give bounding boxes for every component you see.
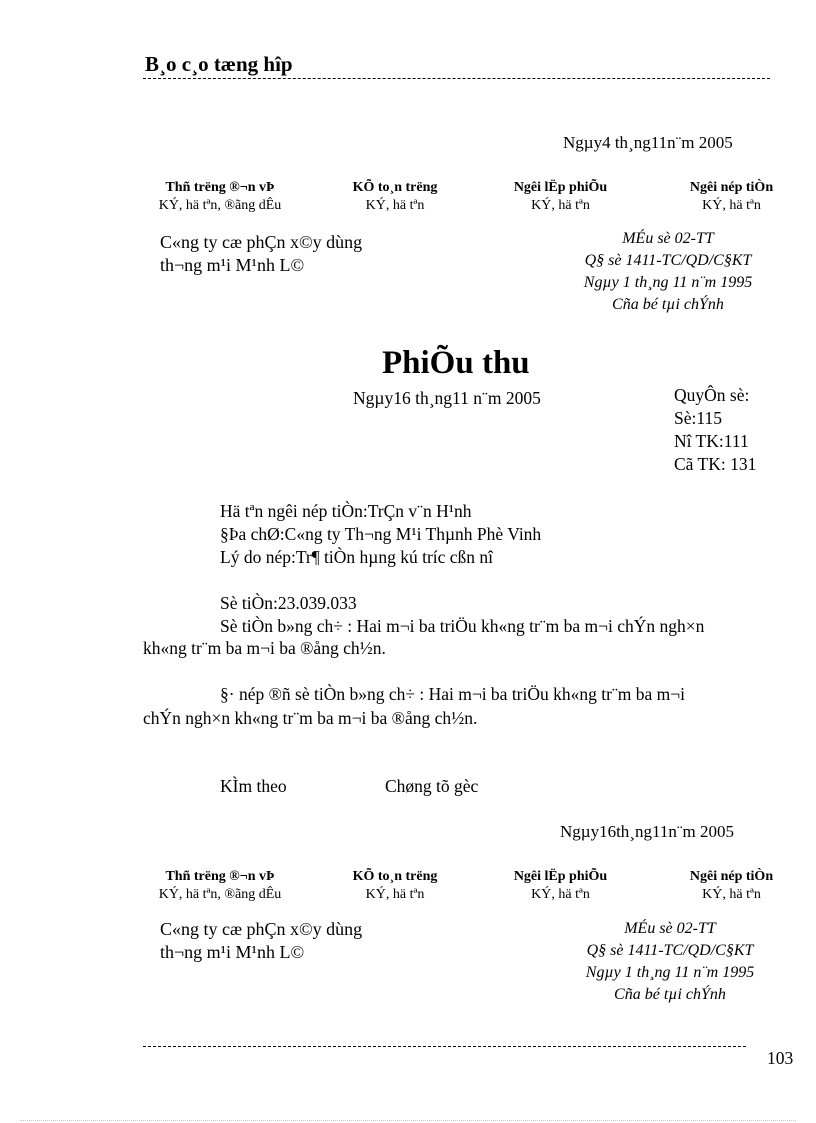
signature-note: KÝ, hä tªn [365, 887, 425, 902]
signature-role: Ngêi lËp phiÕu [513, 869, 608, 884]
form-ref-line-2: Q§ sè 1411-TC/QD/C§KT [584, 252, 752, 269]
company-line-2: th¬ng m¹i M¹nh L© [160, 255, 305, 275]
receipt-date: Ngµy16 th¸ng11 n¨m 2005 [353, 388, 541, 408]
payment-reason: Lý do nép:Tr¶ tiÒn hµng kú tríc cßn nî [220, 547, 494, 567]
company-line-2: th¬ng m¹i M¹nh L© [160, 942, 305, 962]
form-ref-line-1: MÉu sè 02-TT [624, 920, 716, 937]
signature-role: Ngêi nép tiÒn [689, 180, 774, 195]
payer-name: Hä tªn ngêi nép tiÒn:TrÇn v¨n H¹nh [220, 501, 472, 521]
receipt-number: Sè:115 [674, 408, 722, 428]
page-number: 103 [767, 1048, 794, 1068]
receipt-book-info [674, 384, 756, 476]
amount-words-line-1: Sè tiÒn b»ng ch÷ : Hai m¬i ba triÖu kh«ng tr¨m ba m¬i chÝn ngh×n [220, 616, 705, 636]
signature-note: KÝ, hä tªn [702, 887, 761, 902]
form-reference-top [556, 228, 780, 316]
debit-account: Nî TK:111 [674, 431, 749, 451]
signature-role: Thñ trëng ®¬n vÞ [165, 869, 275, 884]
page-edge-dotted-rule [20, 1120, 796, 1121]
form-ref-line-1: MÉu sè 02-TT [622, 230, 714, 247]
original-voucher-label: Chøng tõ gèc [385, 776, 479, 796]
signature-role: Thñ trëng ®¬n vÞ [165, 180, 275, 195]
form-reference-bottom [558, 918, 782, 1006]
form-ref-line-3: Ngµy 1 th¸ng 11 n¨m 1995 [583, 274, 753, 291]
received-line-1: §· nép ®ñ sè tiÒn b»ng ch÷ : Hai m¬i ba triÖu kh«ng tr¨m ba m¬i [220, 684, 685, 704]
signature-role: KÕ to¸n trëng [352, 869, 438, 884]
signature-head-of-unit [135, 869, 305, 903]
received-line-2: chÝn ngh×n kh«ng tr¨m ba m¬i ba ®ång ch½n. [143, 708, 478, 728]
credit-account: Cã TK: 131 [674, 454, 757, 474]
book-label: QuyÔn sè: [674, 385, 750, 405]
attached-label: KÌm theo [220, 776, 287, 796]
signature-role: KÕ to¸n trëng [352, 180, 438, 195]
signature-head-of-unit [135, 180, 305, 214]
company-name-bottom [160, 918, 362, 964]
company-name-top [160, 231, 362, 277]
signature-preparer [488, 869, 633, 903]
receipt-title: PhiÕu thu [382, 345, 530, 381]
signature-role: Ngêi lËp phiÕu [513, 180, 608, 195]
signature-note: KÝ, hä tªn, ®ãng dÊu [158, 887, 282, 902]
signature-payer [664, 869, 799, 903]
signature-chief-accountant [320, 180, 470, 214]
form-ref-line-4: Cña bé tµi chÝnh [614, 986, 726, 1003]
payer-address: §Þa chØ:C«ng ty Th¬ng M¹i Thµnh Phè Vinh [220, 524, 542, 544]
footer-dashed-rule [143, 1046, 746, 1047]
amount-words-line-2: kh«ng tr¨m ba m¬i ba ®ång ch½n. [143, 638, 386, 658]
top-date: Ngµy4 th¸ng11n¨m 2005 [563, 133, 733, 152]
form-ref-line-3: Ngµy 1 th¸ng 11 n¨m 1995 [585, 964, 755, 981]
company-line-1: C«ng ty cæ phÇn x©y dùng [160, 919, 363, 939]
signature-note: KÝ, hä tªn [365, 198, 425, 213]
signature-preparer [488, 180, 633, 214]
form-ref-line-2: Q§ sè 1411-TC/QD/C§KT [586, 942, 754, 959]
signature-role: Ngêi nép tiÒn [689, 869, 774, 884]
report-header-title: B¸o c¸o tæng hîp [145, 52, 293, 76]
signature-chief-accountant [320, 869, 470, 903]
bottom-date: Ngµy16th¸ng11n¨m 2005 [560, 822, 734, 841]
signature-payer [664, 180, 799, 214]
signature-note: KÝ, hä tªn, ®ãng dÊu [158, 198, 282, 213]
amount-figures: Sè tiÒn:23.039.033 [220, 593, 357, 613]
signature-note: KÝ, hä tªn [531, 887, 590, 902]
header-dashed-rule [143, 78, 770, 79]
company-line-1: C«ng ty cæ phÇn x©y dùng [160, 232, 363, 252]
form-ref-line-4: Cña bé tµi chÝnh [612, 296, 724, 313]
signature-note: KÝ, hä tªn [702, 198, 761, 213]
signature-note: KÝ, hä tªn [531, 198, 590, 213]
